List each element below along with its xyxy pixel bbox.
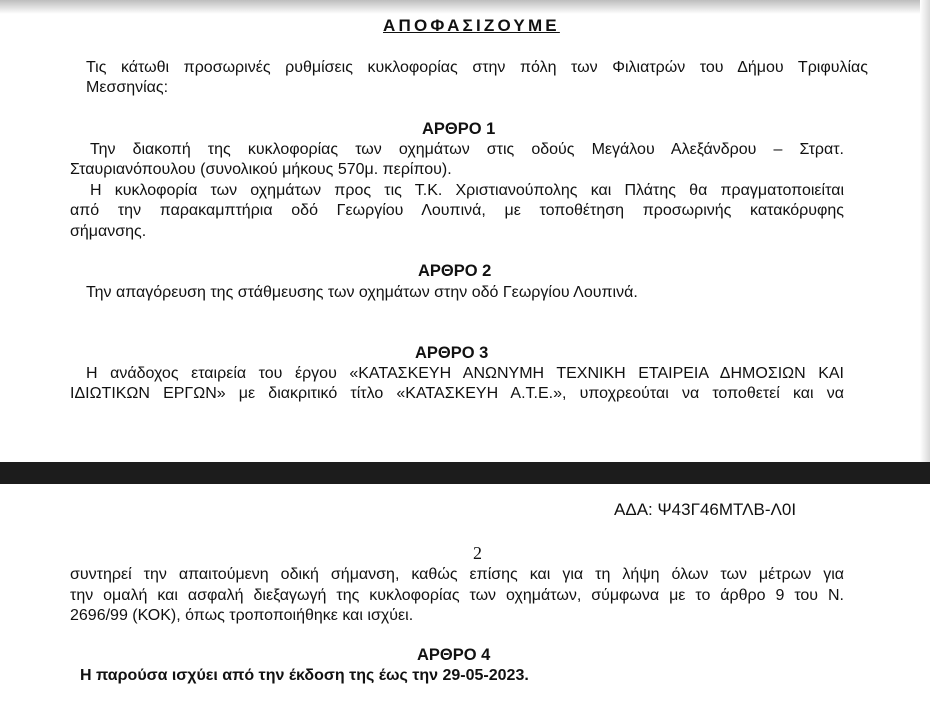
article-3-line-2: ΙΔΙΩΤΙΚΩΝ ΕΡΓΩΝ» με διακριτικό τίτλο «ΚΑΤΑΣΚΕΥΗ Α.Τ.Ε.», υποχρεούται να τοποθετεί και να xyxy=(70,385,844,402)
article-1-line-4: από την παρακαμπτήρια οδό Γεωργίου Λουπινά, με τοποθέτηση προσωρινής κατακόρυφης xyxy=(70,202,844,219)
article-2-line-1: Την απαγόρευση της στάθμευσης των οχημάτων στην οδό Γεωργίου Λουπινά. xyxy=(86,284,638,301)
intro-line-1: Τις κάτωθι προσωρινές ρυθμίσεις κυκλοφορίας στην πόλη των Φιλιατρών του Δήμου Τριφυλίας xyxy=(86,59,868,76)
right-page-shadow xyxy=(920,0,930,462)
article-1-line-1: Την διακοπή της κυκλοφορίας των οχημάτων στις οδούς Μεγάλου Αλεξάνδρου – Στρατ. xyxy=(90,141,844,158)
article-3-continuation-line-3: 2696/99 (ΚΟΚ), όπως τροποποιήθηκε και ισχύει. xyxy=(70,607,414,624)
decision-heading: ΑΠΟΦΑΣΙΖΟΥΜΕ xyxy=(383,16,560,35)
article-4-line-1: Η παρούσα ισχύει από την έκδοση της έως την 29-05-2023. xyxy=(80,667,529,684)
article-4-title: ΑΡΘΡΟ 4 xyxy=(417,646,491,664)
page-number: 2 xyxy=(473,543,482,563)
article-3-title: ΑΡΘΡΟ 3 xyxy=(415,344,489,362)
ada-code: ΑΔΑ: Ψ43Γ46ΜΤΛΒ-Λ0Ι xyxy=(614,500,797,519)
intro-line-2: Μεσσηνίας: xyxy=(86,79,169,96)
article-3-line-1: Η ανάδοχος εταιρεία του έργου «ΚΑΤΑΣΚΕΥΗ ΑΝΩΝΥΜΗ ΤΕΧΝΙΚΗ ΕΤΑΙΡΕΙΑ ΔΗΜΟΣΙΩΝ ΚΑΙ xyxy=(86,365,844,382)
article-1-line-5: σήμανσης. xyxy=(70,223,147,240)
top-page-shadow xyxy=(0,0,930,14)
article-1-line-2: Σταυριανόπουλου (συνολικού μήκους 570μ. περίπου). xyxy=(70,161,452,178)
article-2-title: ΑΡΘΡΟ 2 xyxy=(418,262,492,280)
article-1-title: ΑΡΘΡΟ 1 xyxy=(422,120,496,138)
article-3-continuation-line-1: συντηρεί την απαιτούμενη οδική σήμανση, καθώς επίσης και για τη λήψη όλων των μέτρων για xyxy=(70,566,844,583)
page-break-bar xyxy=(0,462,930,484)
article-1-line-3: Η κυκλοφορία των οχημάτων προς τις Τ.Κ. Χριστιανούπολης και Πλάτης θα πραγματοποιείται xyxy=(90,182,844,199)
article-3-continuation-line-2: την ομαλή και ασφαλή διεξαγωγή της κυκλοφορίας των οχημάτων, σύμφωνα με το άρθρο 9 του Ν. xyxy=(70,587,844,604)
